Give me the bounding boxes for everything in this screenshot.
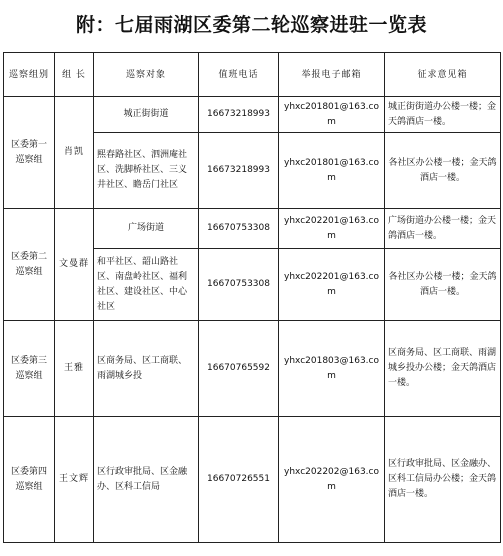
email-cell: yhxc201803@163.com [279, 321, 385, 417]
group-leader: 王雅 [55, 321, 94, 417]
phone-cell: 16673218993 [199, 133, 279, 209]
email-cell: yhxc202202@163.com [279, 417, 385, 543]
phone-cell: 16670753308 [199, 249, 279, 321]
header-group: 巡察组别 [4, 53, 55, 97]
target-cell: 城正街街道 [94, 97, 199, 133]
group-leader: 文曼群 [55, 209, 94, 321]
mailbox-cell: 各社区办公楼一楼；金天鸽酒店一楼。 [385, 249, 501, 321]
header-email: 举报电子邮箱 [279, 53, 385, 97]
group-name: 区委第一巡察组 [4, 97, 55, 209]
table-row [4, 209, 501, 249]
mailbox-cell: 各社区办公楼一楼；金天鸽酒店一楼。 [385, 133, 501, 209]
phone-cell: 16673218993 [199, 97, 279, 133]
group-name: 区委第四巡察组 [4, 417, 55, 543]
table-row [4, 321, 501, 417]
page-title: 附：七届雨湖区委第二轮巡察进驻一览表 [75, 14, 427, 36]
group-leader: 王文辉 [55, 417, 94, 543]
mailbox-cell: 区商务局、区工商联、雨湖城乡投办公楼；金天鸽酒店一楼。 [385, 321, 501, 417]
mailbox-cell: 广场街道办公楼一楼；金天鸽酒店一楼。 [385, 209, 501, 249]
group-leader: 肖凯 [55, 97, 94, 209]
target-cell: 区行政审批局、区金融办、区科工信局 [94, 417, 199, 543]
email-cell: yhxc201801@163.com [279, 133, 385, 209]
email-cell: yhxc201801@163.com [279, 97, 385, 133]
phone-cell: 16670765592 [199, 321, 279, 417]
inspection-table [3, 52, 501, 543]
email-cell: yhxc202201@163.com [279, 209, 385, 249]
mailbox-cell: 城正街街道办公楼一楼；金天鸽酒店一楼。 [385, 97, 501, 133]
header-phone: 值班电话 [199, 53, 279, 97]
target-cell: 区商务局、区工商联、雨湖城乡投 [94, 321, 199, 417]
email-cell: yhxc202201@163.com [279, 249, 385, 321]
group-name: 区委第三巡察组 [4, 321, 55, 417]
target-cell: 广场街道 [94, 209, 199, 249]
header-mailbox: 征求意见箱 [385, 53, 501, 97]
header-leader: 组 长 [55, 53, 94, 97]
header-target: 巡察对象 [94, 53, 199, 97]
mailbox-cell: 区行政审批局、区金融办、区科工信局办公楼；金天鸽酒店一楼。 [385, 417, 501, 543]
phone-cell: 16670726551 [199, 417, 279, 543]
group-name: 区委第二巡察组 [4, 209, 55, 321]
table-row [4, 97, 501, 133]
target-cell: 熙春路社区、泗洲庵社区、洗脚桥社区、三义井社区、瞻岳门社区 [94, 133, 199, 209]
target-cell: 和平社区、韶山路社区、南盘岭社区、福利社区、建设社区、中心社区 [94, 249, 199, 321]
table-row [4, 417, 501, 543]
phone-cell: 16670753308 [199, 209, 279, 249]
header-row [4, 53, 501, 97]
